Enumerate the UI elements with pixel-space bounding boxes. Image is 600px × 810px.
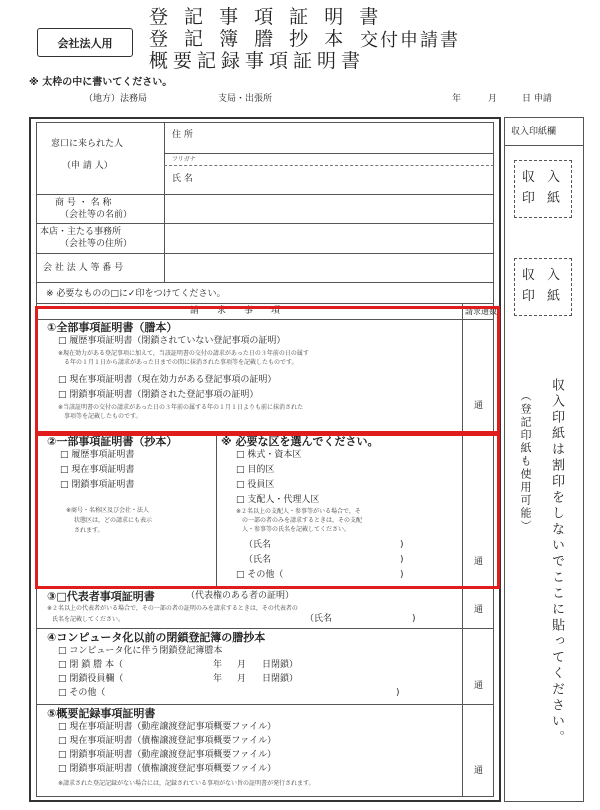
stamp-column-frame: [504, 117, 584, 802]
section1-title: ①全部事項証明書（謄本）: [47, 321, 178, 334]
stamp-label: 印 紙: [521, 289, 565, 304]
divider: [36, 194, 494, 195]
section2-name-label: （氏名: [244, 555, 272, 565]
table-header-count: 請求通数: [465, 307, 497, 316]
corporate-number-label: 会 社 法 人 等 番 号: [43, 263, 124, 273]
section2-left-item: □ 履歴事項証明書: [60, 450, 135, 460]
address-field[interactable]: [205, 124, 491, 151]
corporate-number-field[interactable]: [166, 255, 492, 281]
divider: [504, 145, 584, 146]
section3-note: 氏名を記載してください。: [52, 616, 125, 623]
section2-left-note: されます。: [74, 527, 104, 534]
section1-item: □ 履歴事項証明書（閉鎖されていない登記事項の証明）: [58, 336, 286, 346]
divider: [36, 628, 494, 629]
stamp-label: 収 入: [521, 170, 565, 186]
section4-day: 日閉鎖）: [262, 660, 299, 670]
table-header-item: 請 求 事 項: [190, 306, 281, 316]
section3-title: ③□代表者事項証明書: [47, 590, 155, 603]
section2-right-item: □ 目的区: [236, 465, 275, 475]
name-label: 氏 名: [172, 174, 193, 184]
section5-item: □ 現在事項証明書（動産譲渡登記事項概要ファイル）: [58, 722, 277, 732]
revenue-stamp-box[interactable]: [514, 258, 572, 316]
section2-count-unit: 通: [474, 557, 484, 567]
section1-item: □ 現在事項証明書（現在効力がある登記事項の証明）: [58, 375, 277, 385]
section3-count-unit: 通: [474, 605, 484, 615]
form-type-badge: 会社法人用: [37, 28, 133, 57]
head-office-field[interactable]: [166, 225, 492, 252]
head-office-sub: （会社等の住所）: [60, 239, 133, 249]
section4-item: □ 閉鎖役員欄（: [58, 674, 124, 684]
office-branch: 支局・出張所: [218, 94, 273, 104]
highlight-section1: [35, 306, 500, 436]
revenue-stamp-box[interactable]: [514, 160, 572, 218]
divider: [164, 153, 494, 154]
section4-item: □ コンピュータ化に伴う閉鎖登記簿謄本: [58, 646, 223, 656]
name-field[interactable]: [205, 167, 491, 192]
date-year: 年: [452, 94, 462, 104]
section1-item: □ 閉鎖事項証明書（閉鎖された登記事項の証明）: [58, 390, 259, 400]
section2-right-item: □ 支配人・代理人区: [236, 495, 320, 505]
section2-left-note: ※商号・名称区及び会社・法人: [66, 507, 150, 514]
section2-name-close: ): [400, 540, 404, 550]
section2-right-note: ※２名以上の支配人・参事等がいる場合で，そ: [236, 508, 361, 515]
applicant-sub-label: （申 請 人）: [62, 161, 113, 171]
section5-item: □ 閉鎖事項証明書（債権譲渡登記事項概要ファイル）: [58, 764, 277, 774]
section5-count-unit: 通: [474, 766, 484, 776]
section1-count-unit: 通: [474, 401, 484, 411]
section5-note: ※請求された登記記録がない場合には，記録されている事項がない旨の証明書が発行されます。: [58, 780, 315, 787]
title-1: 登 記 事 項 証 明 書: [149, 6, 384, 28]
section3-subtitle: （代表権のある者の証明）: [186, 591, 295, 601]
date-day-request: 日 申請: [522, 94, 552, 104]
instruction-text: ※ 太枠の中に書いてください。: [29, 77, 173, 88]
section1-note: ※現在効力がある登記事項に加えて，当該証明書の交付の請求があった日の３年前の日の属す: [58, 350, 309, 357]
date-month: 月: [488, 94, 498, 104]
title-2: 登 記 簿 謄 抄 本: [149, 28, 349, 50]
section4-year: 年: [213, 674, 223, 684]
highlight-section2: [35, 431, 500, 589]
section2-right-item: □ 役員区: [236, 480, 275, 490]
stamp-label: 収 入: [521, 268, 565, 284]
company-name-label: 商 号 ・ 名 称: [55, 198, 112, 208]
section3-name-label: （氏名: [305, 614, 333, 624]
section4-year: 年: [213, 660, 223, 670]
section2-other: □ その他（: [236, 570, 284, 580]
section4-month: 月: [237, 674, 247, 684]
applicant-label: 窓口に来られた人: [51, 139, 124, 149]
title-3: 概要記録事項証明書: [149, 50, 366, 72]
stamp-note-paren: （登記印紙も使用可能）: [519, 390, 532, 533]
stamp-label: 印 紙: [521, 191, 565, 206]
divider: [164, 165, 494, 166]
divider: [36, 253, 494, 254]
divider: [36, 303, 494, 304]
section4-other-close: ): [396, 688, 400, 698]
divider: [164, 122, 165, 282]
section4-item: □ その他（: [58, 688, 106, 698]
section3-name-close: ): [412, 614, 416, 624]
section5-item: □ 閉鎖事項証明書（動産譲渡登記事項概要ファイル）: [58, 750, 277, 760]
furigana-label: フリガナ: [172, 156, 196, 163]
section2-left-item: □ 現在事項証明書: [60, 465, 135, 475]
divider: [36, 223, 494, 224]
section2-name-label: （氏名: [244, 540, 272, 550]
section3-note: ※２名以上の代表者がいる場合で，その一部の者の証明のみを請求するときは，その代表者の: [47, 605, 298, 612]
section2-right-note: の一部の者のみを請求するときは，その支配: [242, 517, 363, 524]
section3-count-field[interactable]: [464, 588, 492, 626]
check-instruction: ※ 必要なものの□に✓印をつけてください。: [46, 289, 226, 299]
section4-item: □ 閉 鎖 謄 本（: [58, 660, 123, 670]
section5-title: ⑤概要記録事項証明書: [47, 707, 156, 720]
section2-right-item: □ 株式・資本区: [236, 450, 302, 460]
company-name-sub: （会社等の名前）: [60, 210, 133, 220]
section2-other-close: ): [400, 570, 404, 580]
stamp-column-header: 収入印紙欄: [511, 127, 557, 137]
section2-name-close: ): [400, 555, 404, 565]
company-name-field[interactable]: [166, 196, 492, 222]
section5-count-field[interactable]: [464, 706, 492, 794]
section1-note: る年の１月１日から請求があった日までの間に抹消された事項等を記載したものです。: [64, 359, 298, 366]
office-local: （地方）法務局: [84, 94, 148, 104]
section4-title: ④コンピュータ化以前の閉鎖登記簿の謄抄本: [47, 631, 266, 644]
section2-right-title: ※ 必要な区を選んでください。: [221, 435, 379, 448]
section2-right-note: 人・参事等の氏名を記載してください。: [242, 526, 351, 533]
section2-title: ②一部事項証明書（抄本）: [47, 435, 178, 448]
section2-left-note: 状態区は，どの請求にも表示: [74, 517, 153, 524]
section5-item: □ 現在事項証明書（債権譲渡登記事項概要ファイル）: [58, 736, 277, 746]
section1-note: ※当該証明書の交付の請求があった日の３年前の属する年の１月１日よりも前に抹消された: [58, 404, 303, 411]
divider: [36, 282, 494, 283]
section2-left-item: □ 閉鎖事項証明書: [60, 480, 135, 490]
request-title: 交付申請書: [360, 30, 460, 51]
section4-day: 日閉鎖）: [262, 674, 299, 684]
section1-note: 事項等を記載したものです。: [64, 413, 142, 420]
section4-count-field[interactable]: [464, 630, 492, 702]
section4-month: 月: [237, 660, 247, 670]
stamp-note-main: 収入印紙は割印をしないでここに貼ってください。: [549, 378, 564, 746]
head-office-label: 本店・主たる事務所: [40, 227, 122, 237]
divider: [36, 704, 494, 705]
address-label: 住 所: [172, 130, 193, 140]
section4-count-unit: 通: [474, 681, 484, 691]
